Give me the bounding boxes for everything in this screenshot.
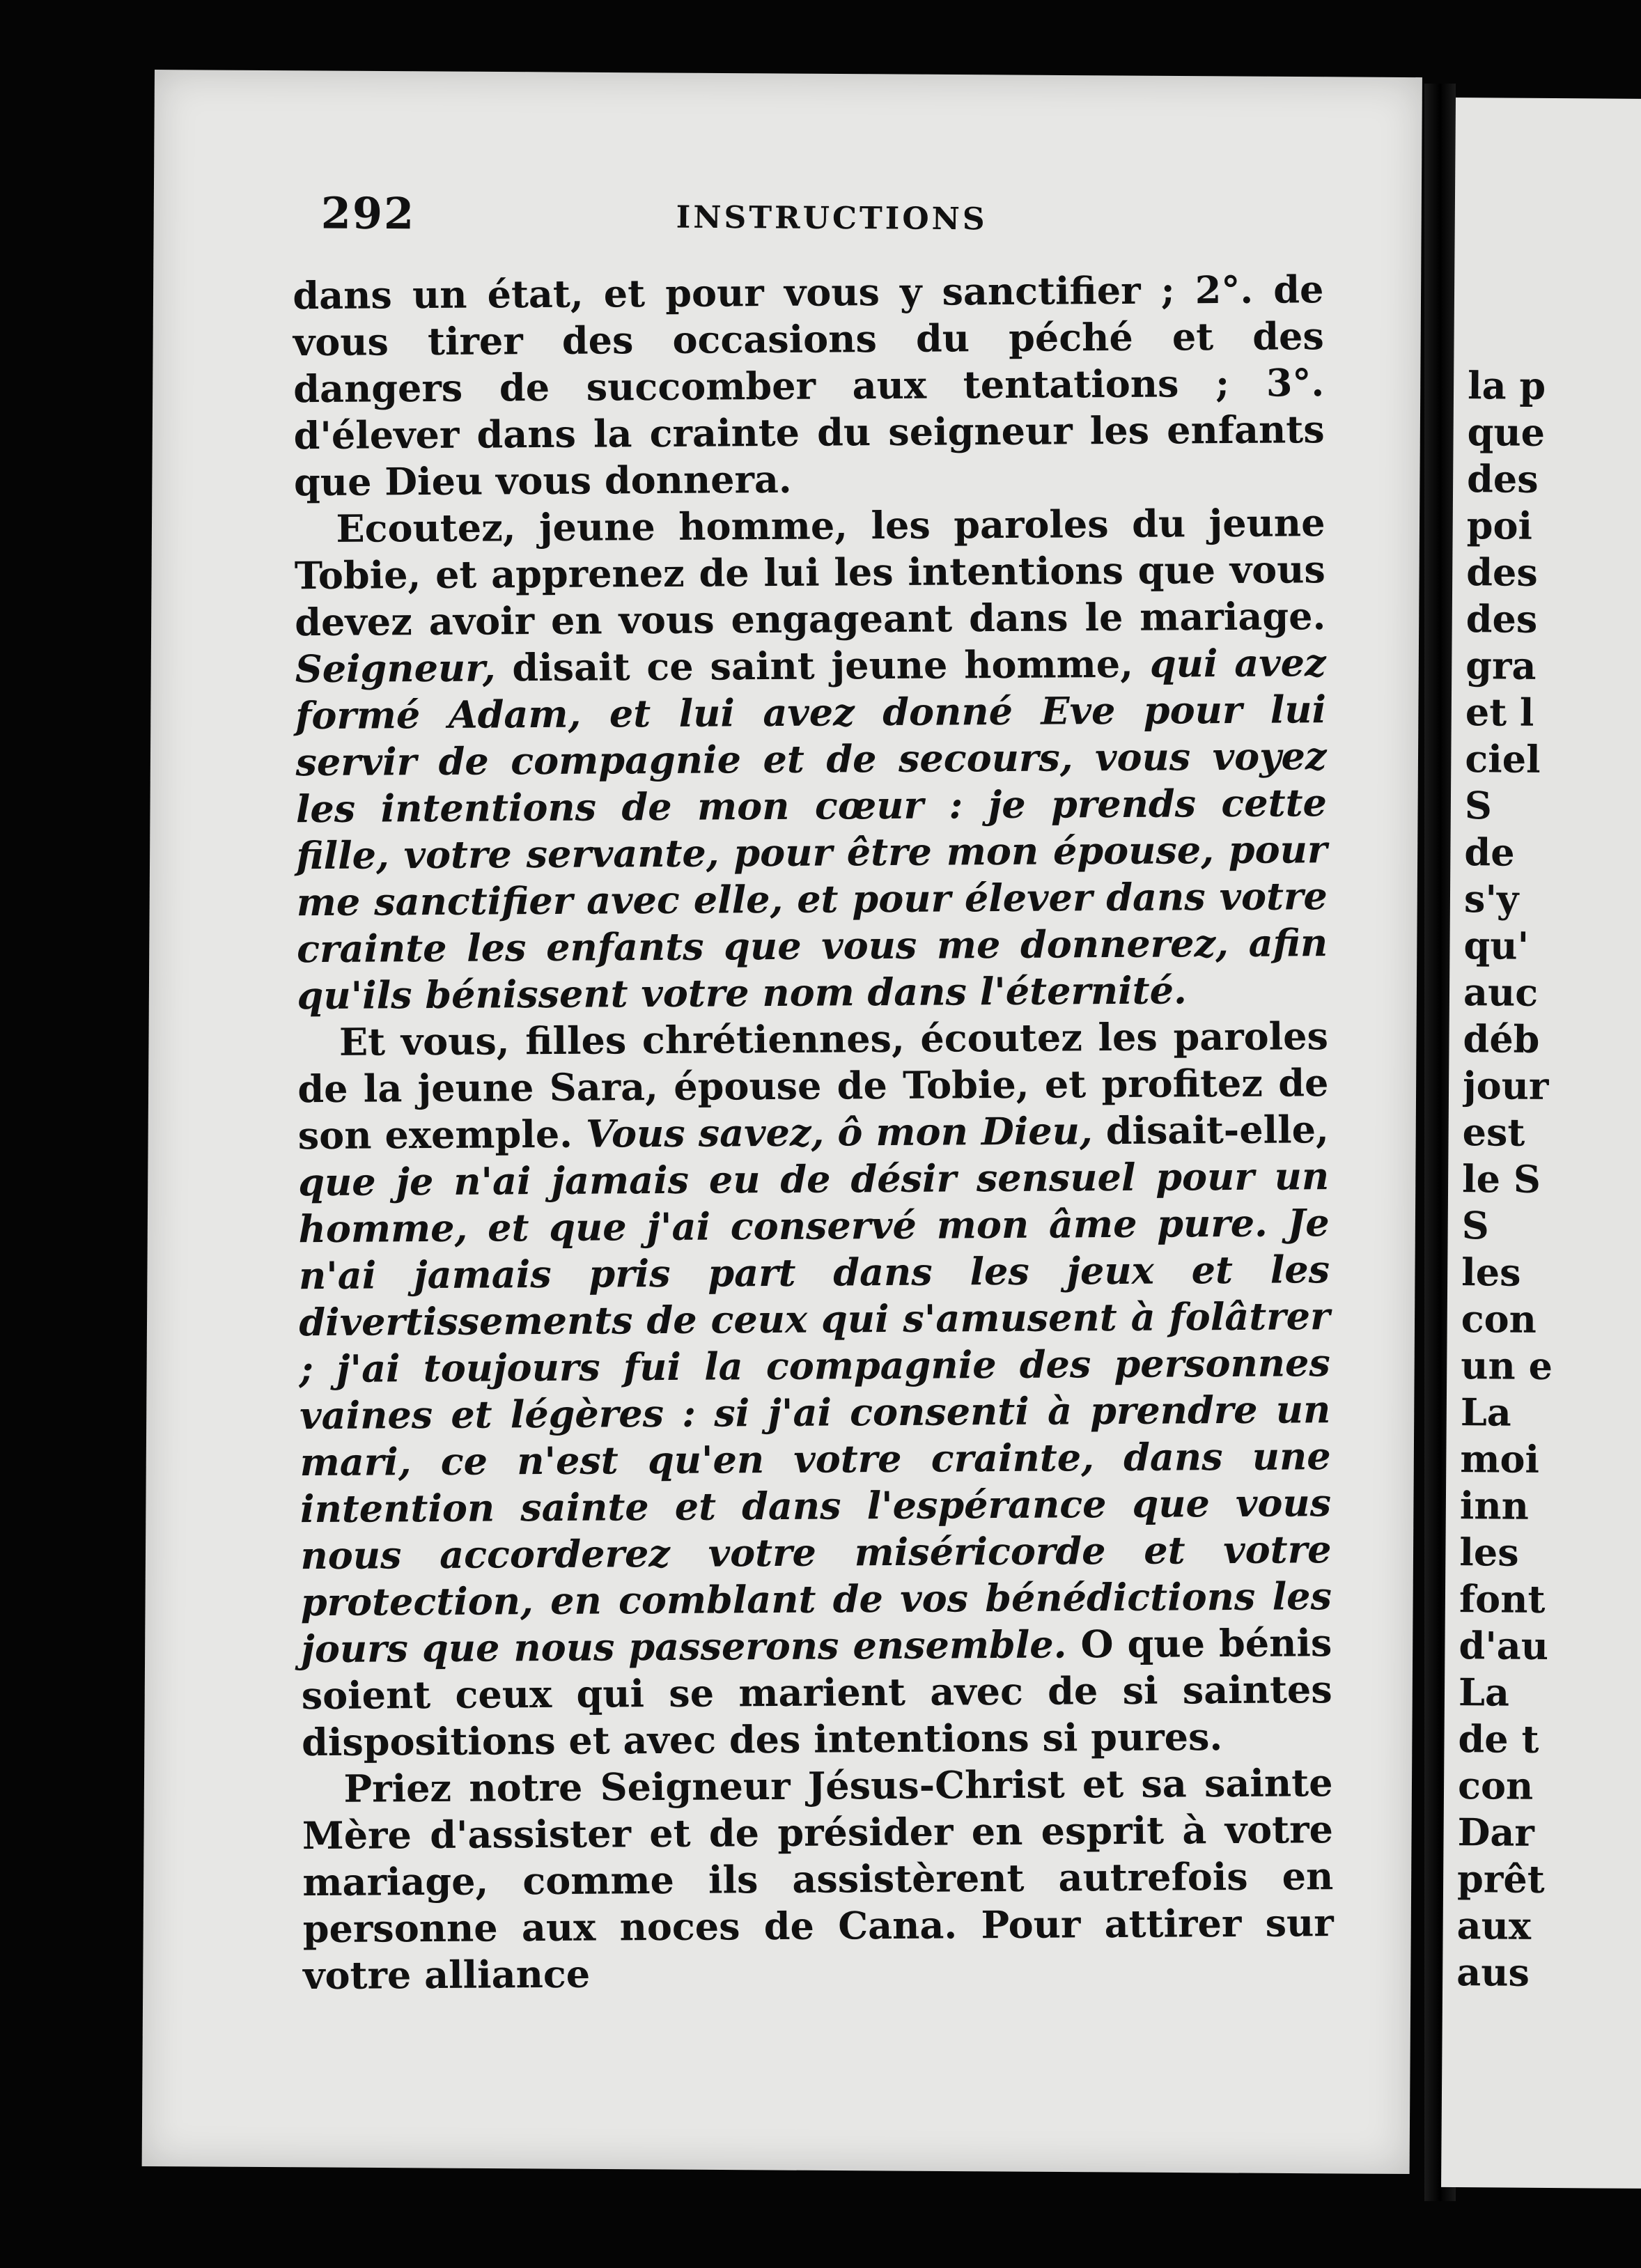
right-page-line: que [1467,410,1546,455]
right-page-line: La [1458,1670,1510,1715]
text-run: Priez notre Seigneur Jésus-Christ et sa sainte Mère d'assister et de présider en esprit à votre mariage, comme ils assistèrent autrefois en personne aux noces de Cana. Pour attirer sur votre alliance [302,1760,1334,1998]
text-run: disait ce saint jeune homme, [495,641,1151,690]
right-page-line: des [1466,550,1538,595]
right-page-line: con [1461,1296,1537,1342]
text-run: dans un état, et pour vous y sanctifier ; 2°. de vous tirer des occasions du péché et des dangers de succomber aux tentations ; 3°. d'élever dans la crainte du seigneur les enfants que Dieu vous donnera. [293,267,1325,505]
right-page-line: les [1461,1250,1521,1295]
right-page-line: jour [1462,1063,1549,1108]
right-page-line: ciel [1465,736,1541,782]
right-page-line: inn [1459,1483,1530,1528]
right-page-line: des [1465,596,1538,642]
paragraph [297,1013,1333,1766]
right-page-line: les [1459,1530,1519,1575]
right-page-line: S [1464,783,1493,828]
right-page-line: La [1460,1390,1512,1435]
paragraph [302,1760,1334,1999]
paragraph [294,499,1328,1019]
right-page-line: des [1466,456,1539,502]
right-page-line: de [1464,830,1515,875]
page-body [293,266,1334,1999]
right-page-line: poi [1466,503,1533,548]
right-page-line: Dar [1457,1810,1535,1855]
italic-run: qui avez formé Adam, et lui avez donné Eve pour lui servir de compagnie et de secours, vous voyez les intentions de mon cœur : je prends cette fille, votre servante, pour être mon épouse, pour me sanctifier avec elle, et pour élever dans votre crainte les enfants que vous me donnerez, afin qu'ils bénissent votre nom dans l'éternité. [295,640,1328,1018]
right-page-line: prêt [1456,1856,1545,1902]
text-run: disait-elle, [1092,1107,1329,1154]
paragraph [293,266,1325,506]
italic-run: Vous savez, ô mon Dieu, [585,1108,1093,1156]
right-page-fragments [1456,362,1560,1996]
right-page-line: un e [1461,1343,1553,1389]
right-page-line: moi [1460,1436,1540,1482]
right-page-line: con [1457,1763,1534,1808]
right-page-line: la p [1467,363,1546,408]
right-page-line: d'au [1459,1623,1549,1668]
right-page-line: qu' [1463,923,1530,968]
right-page-line: de t [1458,1716,1539,1762]
text-run: Ecoutez, jeune homme, les paroles du jeune Tobie, et apprenez de lui les intentions que vous devez avoir en vous engageant dans le mariage. [294,500,1326,645]
right-page-line: s'y [1463,876,1519,922]
page-number: 292 [320,187,416,240]
right-page-line: est [1462,1110,1525,1155]
right-page-edge [1441,98,1641,2189]
running-head: INSTRUCTIONS [676,199,988,238]
text-run: Et vous, filles chrétiennes, écoutez les paroles de la jeune Sara, épouse de Tobie, et profitez de son exemple. [297,1013,1329,1158]
right-page-line: font [1459,1576,1546,1622]
right-page-line: gra [1465,643,1537,688]
left-page [142,70,1422,2174]
italic-run: que je n'ai jamais eu de désir sensuel pour un homme, et que j'ai conservé mon âme pure. Je n'ai jamais pris part dans les jeux et les divertissements de ceux qui s'amusent à folâtrer ; j'ai toujours fui la compagnie des personnes vaines et légères : si j'ai consenti à prendre un mari, ce n'est qu'en votre crainte, dans une intention sainte et dans l'espérance que vous nous accorderez votre miséricorde et votre protection, en comblant de vos bénédictions les jours que nous passerons ensemble. [298,1154,1332,1672]
right-page-line: et l [1465,690,1534,735]
right-page-line: le S [1461,1156,1541,1202]
right-page-line: S [1461,1203,1489,1248]
text-run: O que bénis soient ceux qui se marient avec de si saintes dispositions et avec des intentions si pures. [301,1620,1332,1765]
italic-run: Seigneur, [295,645,496,692]
right-page-line: aux [1456,1903,1532,1948]
right-page-line: aus [1456,1950,1530,1995]
right-page-line: déb [1463,1016,1540,1062]
right-page-line: auc [1463,970,1539,1015]
